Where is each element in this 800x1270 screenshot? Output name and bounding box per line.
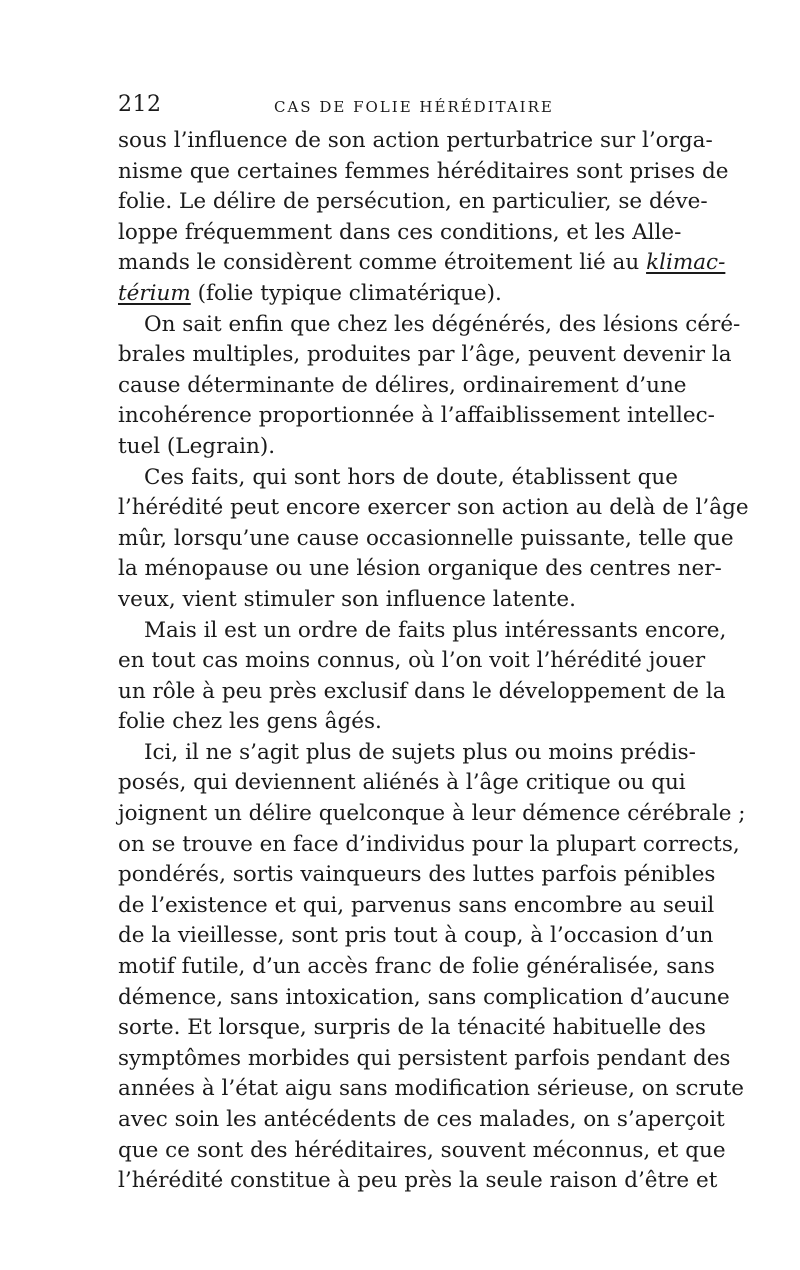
italic-term: klimac-	[646, 250, 726, 276]
text-line-part: mands le considèrent comme étroitement lié au	[118, 250, 640, 276]
text-line: veux, vient stimuler son influence latente.	[118, 586, 576, 612]
paragraph-first-line: Mais il est un ordre de faits plus intéressants encore,	[144, 617, 727, 643]
body-text	[118, 126, 749, 1197]
text-line: tuel (Legrain).	[118, 433, 276, 459]
italic-term: térium	[118, 280, 191, 306]
text-line: loppe fréquemment dans ces conditions, et les Alle-	[118, 219, 682, 245]
text-line: l’hérédité peut encore exercer son action au delà de l’âge	[118, 495, 749, 521]
text-line: on se trouve en face d’individus pour la plupart corrects,	[118, 831, 740, 857]
running-title: CAS DE FOLIE HÉRÉDITAIRE	[274, 98, 554, 116]
text-line: un rôle à peu près exclusif dans le développement de la	[118, 678, 726, 704]
text-line: de la vieillesse, sont pris tout à coup, à l’occasion d’un	[118, 923, 714, 949]
text-line: de l’existence et qui, parvenus sans encombre au seuil	[118, 892, 715, 918]
text-line: sous l’influence de son action perturbatrice sur l’orga-	[118, 128, 713, 153]
text-line	[118, 248, 726, 279]
text-line: mûr, lorsqu’une cause occasionnelle puissante, telle que	[118, 525, 734, 551]
page-number: 212	[118, 92, 162, 117]
text-line: la ménopause ou une lésion organique des centres ner-	[118, 556, 722, 582]
text-line: nisme que certaines femmes héréditaires sont prises de	[118, 158, 729, 184]
running-head	[118, 92, 678, 126]
text-line: que ce sont des héréditaires, souvent méconnus, et que	[118, 1137, 726, 1163]
text-line: pondérés, sortis vainqueurs des luttes parfois pénibles	[118, 862, 716, 888]
paragraph-first-line: On sait enfin que chez les dégénérés, des lésions céré-	[144, 311, 741, 337]
text-line: cause déterminante de délires, ordinairement d’une	[118, 372, 687, 398]
paragraph-first-line: Ces faits, qui sont hors de doute, établissent que	[144, 464, 678, 490]
text-line: en tout cas moins connus, où l’on voit l’hérédité jouer	[118, 648, 706, 674]
text-line: avec soin les antécédents de ces malades, on s’aperçoit	[118, 1107, 725, 1132]
text-line-part: (folie typique climatérique).	[197, 280, 502, 306]
text-line: posés, qui deviennent aliénés à l’âge critique ou qui	[118, 770, 686, 796]
text-line: folie chez les gens âgés.	[118, 709, 382, 735]
text-line: années à l’état aigu sans modification sérieuse, on scrute	[118, 1076, 744, 1102]
text-line: démence, sans intoxication, sans complication d’aucune	[118, 984, 730, 1010]
paragraph-first-line: Ici, il ne s’agit plus de sujets plus ou moins prédis-	[144, 739, 696, 765]
text-line: sorte. Et lorsque, surpris de la ténacité habituelle des	[118, 1015, 706, 1041]
text-line: brales multiples, produites par l’âge, peuvent devenir la	[118, 342, 732, 368]
text-line: motif futile, d’un accès franc de folie généralisée, sans	[118, 954, 715, 980]
book-page	[118, 92, 749, 1197]
text-line: incohérence proportionnée à l’affaiblissement intellec-	[118, 403, 715, 429]
text-line: l’hérédité constitue à peu près la seule raison d’être et	[118, 1168, 718, 1194]
text-line: folie. Le délire de persécution, en particulier, se déve-	[118, 189, 708, 215]
text-line: joignent un délire quelconque à leur démence cérébrale ;	[118, 801, 746, 827]
text-line	[118, 279, 678, 310]
text-line: symptômes morbides qui persistent parfois pendant des	[118, 1045, 731, 1071]
